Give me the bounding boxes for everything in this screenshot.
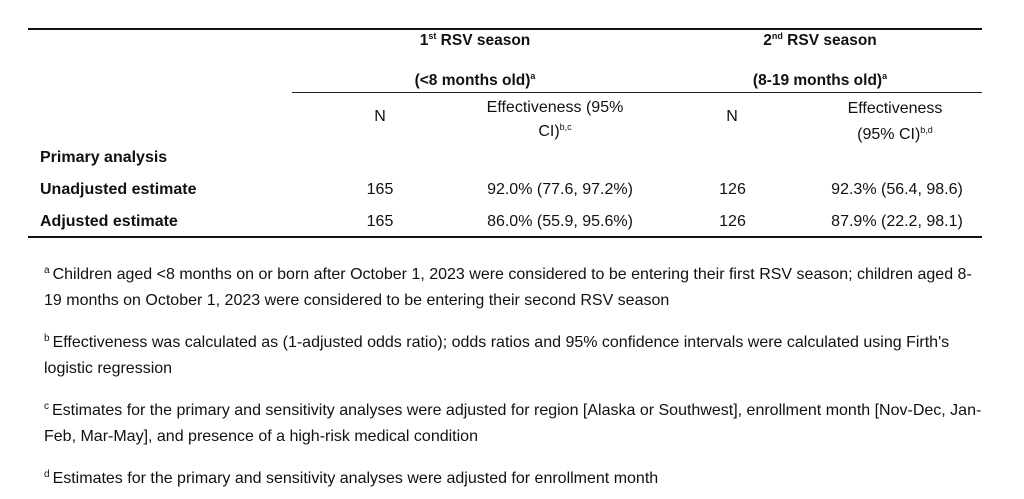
row-eff1: 92.0% (77.6, 97.2%)	[487, 181, 633, 198]
season2-header: 2nd RSV season	[763, 31, 877, 49]
row-eff2: 92.3% (56.4, 98.6)	[831, 181, 963, 198]
season1-header: 1st RSV season	[419, 31, 531, 49]
footnote-a	[44, 262, 984, 314]
section-label: Primary analysis	[40, 149, 168, 166]
col-eff-season2: Effectiveness (95% CI)$^{b,d}$	[847, 100, 943, 143]
season2-age: (8-19 months old)$^a$	[752, 71, 888, 89]
table-bottom-rule	[28, 236, 982, 238]
row-n2: 126	[719, 213, 746, 230]
footnote-marker: d	[44, 469, 50, 480]
footnote-d	[44, 466, 984, 492]
season1-age: (<8 months old)$^a$	[414, 71, 536, 89]
row-label: Unadjusted estimate	[40, 181, 197, 198]
row-n1: 165	[366, 213, 394, 230]
col-n-season2: N	[726, 108, 738, 125]
footnote-marker: c	[44, 401, 49, 412]
row-eff2: 87.9% (22.2, 98.1)	[831, 213, 963, 230]
footnote-marker: a	[44, 265, 50, 276]
subheader-rule	[292, 92, 982, 93]
footnote-text: Estimates for the primary and sensitivity analyses were adjusted for enrollment month	[52, 470, 659, 487]
col-n-season1: N	[374, 108, 386, 125]
footnote-text: Children aged <8 months on or born after October 1, 2023 were considered to be entering their first RSV season; children aged 8-19 months on October 1, 2023 were considered to be entering their second RSV season	[44, 266, 972, 309]
footnote-c	[44, 398, 984, 450]
col-eff-season1: Effectiveness (95% CI)$^{b,c}$	[486, 99, 624, 140]
footnote-marker: b	[44, 333, 50, 344]
row-label: Adjusted estimate	[40, 213, 178, 230]
footnote-text: Effectiveness was calculated as (1-adjusted odds ratio); odds ratios and 95% confidence intervals were calculated using Firth's logistic regression	[44, 334, 950, 377]
row-n2: 126	[719, 181, 746, 198]
table-top-rule	[28, 28, 982, 30]
footnote-text: Estimates for the primary and sensitivity analyses were adjusted for region [Alaska or Southwest], enrollment month [Nov-Dec, Jan-Feb, Mar-May], and presence of a high-risk medical condition	[44, 402, 982, 445]
row-eff1: 86.0% (55.9, 95.6%)	[487, 213, 633, 230]
footnote-b	[44, 330, 984, 382]
row-n1: 165	[366, 181, 394, 198]
